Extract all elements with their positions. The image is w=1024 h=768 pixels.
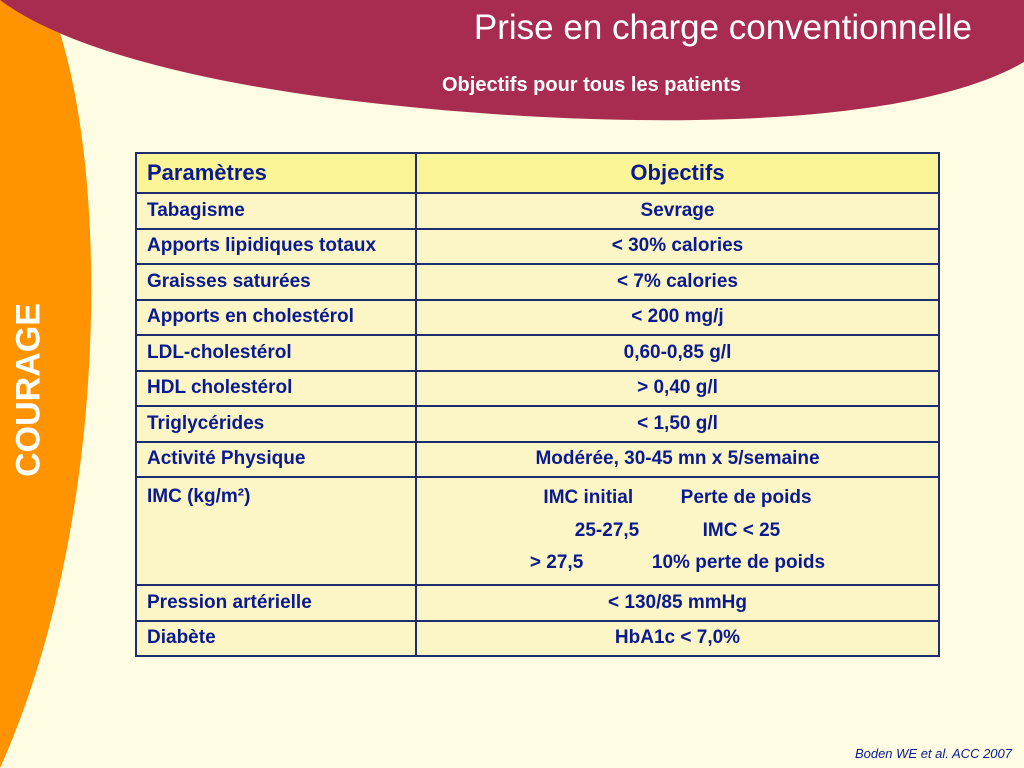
table-row [136,621,939,657]
table-row [136,193,939,229]
param-cell: Triglycérides [136,406,416,442]
objective-cell: HbA1c < 7,0% [416,621,939,657]
param-cell: Pression artérielle [136,585,416,621]
param-cell: Tabagisme [136,193,416,229]
objective-cell: < 7% calories [416,264,939,300]
side-label: COURAGE [9,303,48,477]
objective-cell: > 0,40 g/l [416,371,939,407]
imc-line: 25-27,5 IMC < 25 [574,519,781,541]
param-cell: LDL-cholestérol [136,335,416,371]
table-row [136,229,939,265]
objective-cell: < 30% calories [416,229,939,265]
table-row [136,442,939,478]
table-header-row [136,153,939,193]
imc-line: > 27,5 10% perte de poids [529,552,826,573]
objective-cell: < 130/85 mmHg [416,585,939,621]
table-row [136,585,939,621]
param-cell: Graisses saturées [136,264,416,300]
table-row [136,406,939,442]
objective-cell: Sevrage [416,193,939,229]
table-row [136,300,939,336]
param-cell: IMC (kg/m²) [136,477,416,585]
objective-cell: 0,60-0,85 g/l [416,335,939,371]
param-cell: Apports en cholestérol [136,300,416,336]
imc-header-line: IMC initial Perte de poids [543,487,812,508]
table-row [136,335,939,371]
header-objectives: Objectifs [416,153,939,193]
objectives-table [135,152,940,657]
param-cell: Diabète [136,621,416,657]
param-cell: Activité Physique [136,442,416,478]
objective-cell: < 1,50 g/l [416,406,939,442]
objective-cell-imc [416,477,939,585]
param-cell: HDL cholestérol [136,371,416,407]
table-row [136,264,939,300]
slide-title: Prise en charge conventionnelle [473,8,972,47]
table-row-imc [136,477,939,585]
header-parameters: Paramètres [136,153,416,193]
table-row [136,371,939,407]
citation-footer: Boden WE et al. ACC 2007 [854,746,1012,761]
objective-cell: Modérée, 30-45 mn x 5/semaine [416,442,939,478]
param-cell: Apports lipidiques totaux [136,229,416,265]
slide-subtitle: Objectifs pour tous les patients [442,74,741,96]
objective-cell: < 200 mg/j [416,300,939,336]
